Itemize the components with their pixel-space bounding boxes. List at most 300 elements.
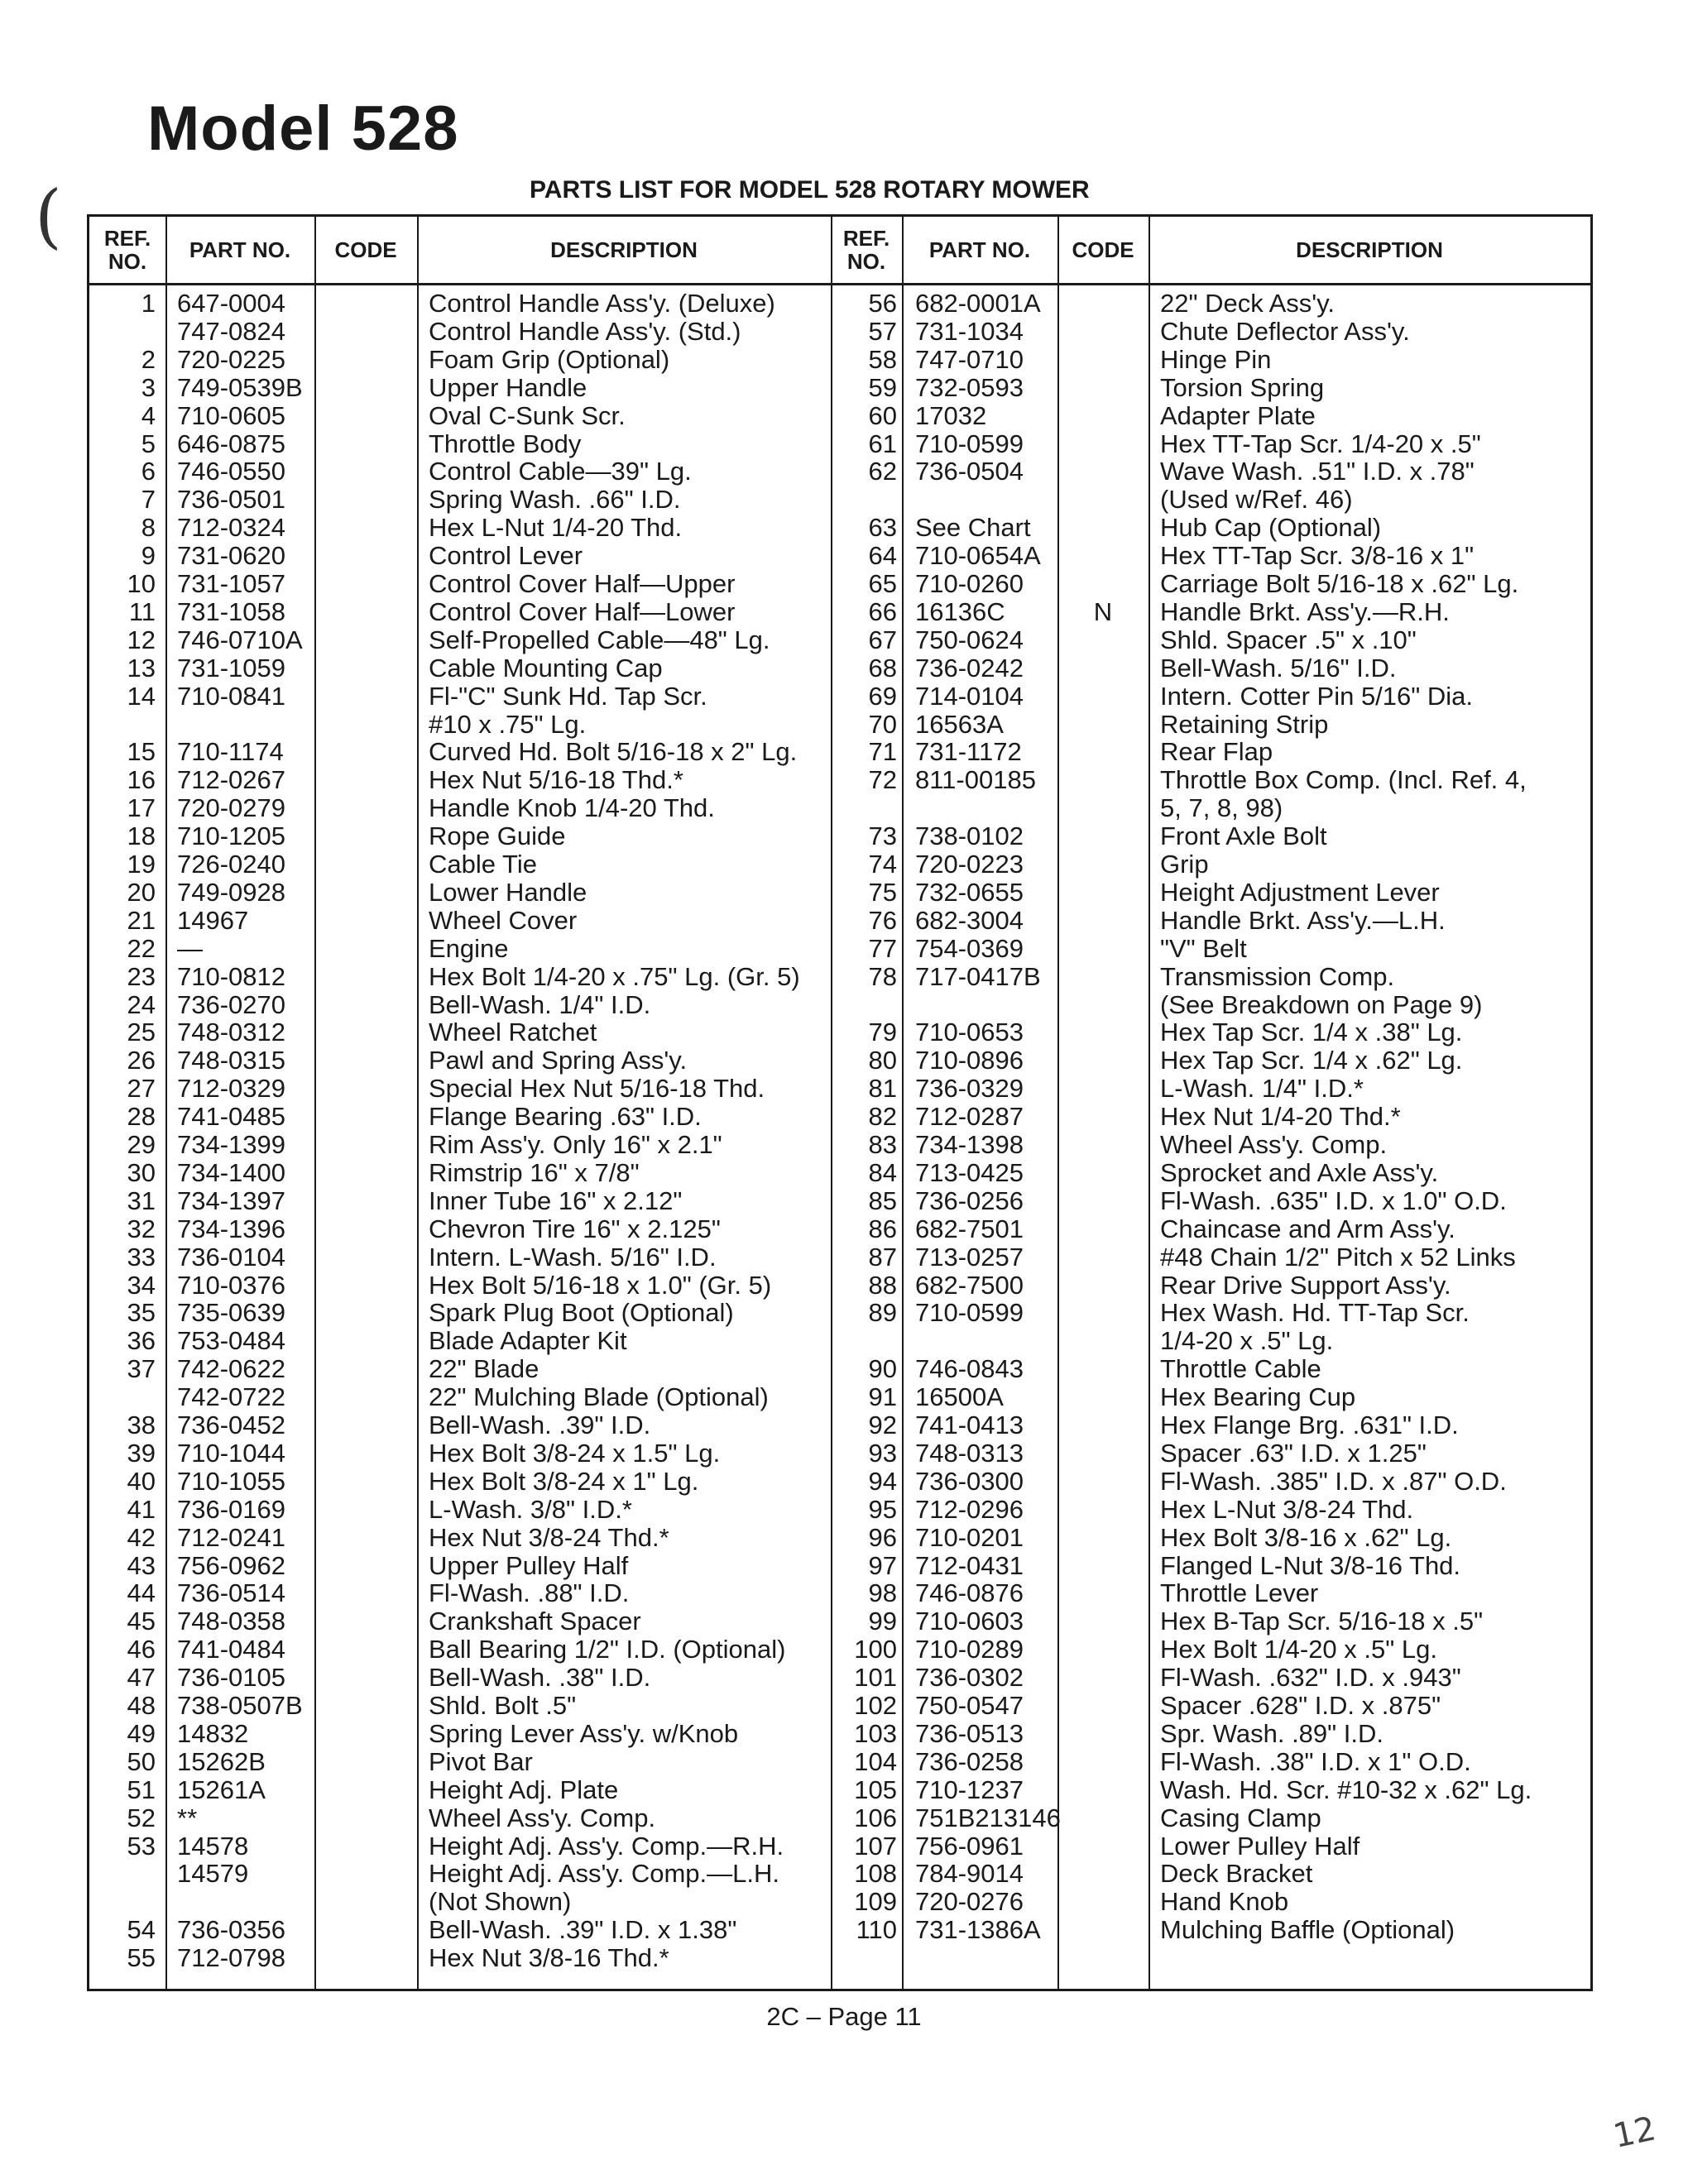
part-no-cell: 731-1058	[177, 596, 286, 626]
ref-no-cell: 63	[868, 513, 897, 543]
description-cell: Special Hex Nut 5/16-18 Thd.	[429, 1074, 765, 1104]
part-no-cell: 710-1174	[177, 737, 284, 767]
part-no-cell: 746-0710A	[177, 625, 303, 654]
description-cell: Bell-Wash. .38" I.D.	[429, 1663, 651, 1693]
part-no-cell: 682-7500	[915, 1270, 1024, 1300]
description-cell: Height Adj. Ass'y. Comp.—L.H.	[429, 1859, 780, 1889]
ref-no-cell: 100	[854, 1635, 897, 1664]
ref-no-cell: 43	[127, 1550, 156, 1580]
description-cell: Front Axle Bolt	[1160, 821, 1327, 851]
description-cell: Rear Drive Support Ass'y.	[1160, 1270, 1451, 1300]
description-cell: Fl-Wash. .38" I.D. x 1" O.D.	[1160, 1746, 1471, 1776]
table-row	[89, 626, 1590, 654]
description-cell: Lower Handle	[429, 877, 587, 907]
ref-no-cell: 60	[868, 400, 897, 430]
ref-no-cell: 48	[127, 1691, 156, 1720]
ref-no-cell: 76	[868, 905, 897, 935]
ref-no-cell: 10	[127, 569, 156, 598]
table-row	[89, 542, 1590, 570]
description-cell: Hex B-Tap Scr. 5/16-18 x .5"	[1160, 1607, 1484, 1636]
description-cell: 22" Mulching Blade (Optional)	[429, 1382, 769, 1412]
part-no-cell: 736-0329	[915, 1074, 1024, 1104]
description-cell: Spring Lever Ass'y. w/Knob	[429, 1718, 739, 1748]
description-cell: Hex Nut 5/16-18 Thd.*	[429, 765, 683, 795]
table-row	[89, 1636, 1590, 1664]
description-cell: Torsion Spring	[1160, 372, 1325, 402]
part-no-cell: 710-1205	[177, 821, 286, 851]
ref-no-cell: 75	[868, 877, 897, 907]
description-cell: Sprocket and Axle Ass'y.	[1160, 1157, 1439, 1187]
ref-no-cell: 28	[127, 1102, 156, 1132]
ref-no-cell: 17	[127, 793, 156, 823]
part-no-cell: 714-0104	[915, 681, 1024, 711]
part-no-cell: 14578	[177, 1831, 249, 1861]
description-cell: Control Cover Half—Upper	[429, 569, 736, 598]
part-no-cell: 753-0484	[177, 1326, 286, 1356]
part-no-cell: 736-0242	[915, 653, 1024, 682]
description-cell: Hex Nut 3/8-24 Thd.*	[429, 1522, 669, 1552]
part-no-cell: 736-0501	[177, 485, 286, 515]
part-no-cell: 747-0824	[177, 316, 286, 346]
part-no-cell: 750-0547	[915, 1691, 1024, 1720]
ref-no-cell: 74	[868, 850, 897, 879]
part-no-cell: 712-0241	[177, 1522, 286, 1552]
description-cell: Deck Bracket	[1160, 1859, 1313, 1889]
description-cell: Mulching Baffle (Optional)	[1160, 1915, 1455, 1945]
description-cell: Engine	[429, 933, 509, 963]
ref-no-cell: 109	[854, 1887, 897, 1917]
ref-no-cell: 99	[868, 1607, 897, 1636]
ref-no-cell: 12	[127, 625, 156, 654]
part-no-cell: 751B213146	[915, 1803, 1061, 1832]
table-row	[89, 1187, 1590, 1215]
table-row	[89, 346, 1590, 374]
table-row	[89, 570, 1590, 598]
table-row	[89, 907, 1590, 935]
ref-no-cell: 104	[854, 1746, 897, 1776]
part-no-cell: —	[177, 933, 203, 963]
description-cell: Bell-Wash. .39" I.D.	[429, 1410, 651, 1439]
table-row	[89, 1860, 1590, 1888]
description-cell: Control Lever	[429, 541, 583, 571]
table-row	[89, 711, 1590, 739]
ref-no-cell: 67	[868, 625, 897, 654]
description-cell: Flanged L-Nut 3/8-16 Thd.	[1160, 1550, 1461, 1580]
part-no-cell: 736-0104	[177, 1242, 286, 1272]
part-no-cell: 726-0240	[177, 850, 286, 879]
part-no-cell: 646-0875	[177, 429, 286, 458]
description-cell: #10 x .75" Lg.	[429, 709, 587, 739]
description-cell: Hex Bolt 3/8-24 x 1.5" Lg.	[429, 1438, 721, 1468]
description-cell: Hex TT-Tap Scr. 3/8-16 x 1"	[1160, 541, 1475, 571]
part-no-cell: 710-0605	[177, 400, 286, 430]
part-no-cell: 736-0452	[177, 1410, 286, 1439]
ref-no-cell: 101	[854, 1663, 897, 1693]
part-no-cell: 710-0376	[177, 1270, 286, 1300]
description-cell: Shld. Bolt .5"	[429, 1691, 577, 1720]
ref-no-cell: 105	[854, 1774, 897, 1804]
description-cell: Pawl and Spring Ass'y.	[429, 1046, 688, 1075]
part-no-cell: 732-0593	[915, 372, 1024, 402]
table-row	[89, 822, 1590, 850]
part-no-cell: 748-0358	[177, 1607, 286, 1636]
part-no-cell: 14832	[177, 1718, 249, 1748]
part-no-cell: 747-0710	[915, 344, 1024, 374]
table-row	[89, 1496, 1590, 1524]
parts-list-heading: PARTS LIST FOR MODEL 528 ROTARY MOWER	[530, 176, 1090, 204]
description-cell: Hub Cap (Optional)	[1160, 513, 1382, 543]
parts-table	[87, 214, 1593, 1991]
part-no-cell: 736-0300	[915, 1466, 1024, 1496]
table-row	[89, 1579, 1590, 1607]
table-row	[89, 766, 1590, 794]
table-row	[89, 1075, 1590, 1103]
ref-no-cell: 72	[868, 765, 897, 795]
ref-no-cell: 33	[127, 1242, 156, 1272]
part-no-cell: 15262B	[177, 1746, 266, 1776]
description-cell: Cable Tie	[429, 850, 537, 879]
part-no-cell: 748-0315	[177, 1046, 286, 1075]
description-cell: Wave Wash. .51" I.D. x .78"	[1160, 457, 1475, 486]
ref-no-cell: 87	[868, 1242, 897, 1272]
description-cell: Foam Grip (Optional)	[429, 344, 670, 374]
part-no-cell: 738-0507B	[177, 1691, 303, 1720]
ref-no-cell: 30	[127, 1157, 156, 1187]
ref-no-cell: 58	[868, 344, 897, 374]
part-no-cell: 710-0599	[915, 429, 1024, 458]
description-cell: Intern. L-Wash. 5/16" I.D.	[429, 1242, 717, 1272]
description-cell: Fl-"C" Sunk Hd. Tap Scr.	[429, 681, 707, 711]
description-cell: Wheel Ass'y. Comp.	[1160, 1130, 1388, 1159]
part-no-cell: 748-0312	[177, 1018, 286, 1047]
ref-no-cell: 61	[868, 429, 897, 458]
ref-no-cell: 70	[868, 709, 897, 739]
ref-no-cell: 66	[868, 596, 897, 626]
part-no-cell: 710-0260	[915, 569, 1024, 598]
description-cell: Hex Bearing Cup	[1160, 1382, 1356, 1412]
part-no-cell: 736-0256	[915, 1185, 1024, 1215]
description-cell: 5, 7, 8, 98)	[1160, 793, 1283, 823]
ref-no-cell: 57	[868, 316, 897, 346]
description-cell: Rimstrip 16" x 7/8"	[429, 1157, 640, 1187]
table-row	[89, 963, 1590, 991]
ref-no-cell: 34	[127, 1270, 156, 1300]
ref-no-cell: 39	[127, 1438, 156, 1468]
ref-no-cell: 64	[868, 541, 897, 571]
ref-no-cell: 26	[127, 1046, 156, 1075]
table-row	[89, 1355, 1590, 1383]
ref-no-cell: 32	[127, 1214, 156, 1243]
ref-no-cell: 51	[127, 1774, 156, 1804]
ref-no-cell: 9	[141, 541, 156, 571]
part-no-cell: 736-0356	[177, 1915, 286, 1945]
table-row	[89, 598, 1590, 626]
description-cell: Hex Bolt 1/4-20 x .75" Lg. (Gr. 5)	[429, 961, 800, 991]
description-cell: Hex Tap Scr. 1/4 x .38" Lg.	[1160, 1018, 1463, 1047]
part-no-cell: 710-0896	[915, 1046, 1024, 1075]
part-no-cell: 710-0201	[915, 1522, 1024, 1552]
part-no-cell: 746-0876	[915, 1578, 1024, 1608]
ref-no-cell: 97	[868, 1550, 897, 1580]
ref-no-cell: 56	[868, 289, 897, 318]
part-no-cell: 713-0425	[915, 1157, 1024, 1187]
description-cell: Casing Clamp	[1160, 1803, 1321, 1832]
table-row	[89, 1018, 1590, 1046]
description-cell: Intern. Cotter Pin 5/16" Dia.	[1160, 681, 1474, 711]
part-no-cell: See Chart	[915, 513, 1031, 543]
part-no-cell: 712-0296	[915, 1494, 1024, 1524]
table-row	[89, 1748, 1590, 1776]
ref-no-cell: 45	[127, 1607, 156, 1636]
ref-no-cell: 52	[127, 1803, 156, 1832]
description-cell: Hex Flange Brg. .631" I.D.	[1160, 1410, 1459, 1439]
table-row	[89, 1046, 1590, 1075]
ref-no-cell: 2	[141, 344, 156, 374]
table-row	[89, 1720, 1590, 1748]
ref-no-cell: 35	[127, 1298, 156, 1328]
part-no-cell: 741-0413	[915, 1410, 1024, 1439]
description-cell: Hex Nut 1/4-20 Thd.*	[1160, 1102, 1401, 1132]
description-cell: Wheel Cover	[429, 905, 578, 935]
ref-no-cell: 8	[141, 513, 156, 543]
description-cell: Control Cable—39" Lg.	[429, 457, 692, 486]
ref-no-cell: 29	[127, 1130, 156, 1159]
description-cell: Rim Ass'y. Only 16" x 2.1"	[429, 1130, 722, 1159]
ref-no-cell: 79	[868, 1018, 897, 1047]
part-no-cell: 710-0599	[915, 1298, 1024, 1328]
part-no-cell: 734-1399	[177, 1130, 286, 1159]
part-no-cell: 736-0258	[915, 1746, 1024, 1776]
ref-no-cell: 55	[127, 1943, 156, 1973]
description-cell: Hand Knob	[1160, 1887, 1289, 1917]
description-cell: Grip	[1160, 850, 1209, 879]
description-cell: Spacer .628" I.D. x .875"	[1160, 1691, 1441, 1720]
description-cell: Throttle Body	[429, 429, 582, 458]
table-row	[89, 1383, 1590, 1411]
description-cell: Hex Bolt 1/4-20 x .5" Lg.	[1160, 1635, 1437, 1664]
table-row	[89, 1131, 1590, 1159]
ref-no-cell: 73	[868, 821, 897, 851]
table-row	[89, 1243, 1590, 1272]
ref-no-cell: 110	[856, 1915, 897, 1945]
table-row	[89, 1832, 1590, 1861]
ref-no-cell: 68	[868, 653, 897, 682]
part-no-cell: 734-1396	[177, 1214, 286, 1243]
part-no-cell: 756-0962	[177, 1550, 286, 1580]
part-no-cell: 811-00185	[915, 765, 1036, 795]
part-no-cell: 731-1034	[915, 316, 1024, 346]
part-no-cell: 713-0257	[915, 1242, 1024, 1272]
description-cell: Flange Bearing .63" I.D.	[429, 1102, 702, 1132]
description-cell: "V" Belt	[1160, 933, 1247, 963]
ref-no-cell: 77	[868, 933, 897, 963]
description-cell: Adapter Plate	[1160, 400, 1316, 430]
description-cell: Hex L-Nut 3/8-24 Thd.	[1160, 1494, 1414, 1524]
ref-no-cell: 107	[854, 1831, 897, 1861]
description-cell: L-Wash. 1/4" I.D.*	[1160, 1074, 1364, 1104]
description-cell: Chevron Tire 16" x 2.125"	[429, 1214, 721, 1243]
description-cell: Fl-Wash. .385" I.D. x .87" O.D.	[1160, 1466, 1507, 1496]
part-no-cell: 712-0798	[177, 1943, 286, 1973]
description-cell: Control Handle Ass'y. (Std.)	[429, 316, 741, 346]
header-description-2: DESCRIPTION	[1296, 237, 1443, 262]
description-cell: Hinge Pin	[1160, 344, 1272, 374]
part-no-cell: 736-0270	[177, 989, 286, 1019]
table-row	[89, 486, 1590, 514]
ref-no-cell: 90	[868, 1354, 897, 1384]
part-no-cell: 736-0504	[915, 457, 1024, 486]
description-cell: Lower Pulley Half	[1160, 1831, 1360, 1861]
part-no-cell: 731-1057	[177, 569, 286, 598]
ref-no-cell: 21	[127, 905, 156, 935]
header-code: CODE	[334, 237, 397, 262]
description-cell: Ball Bearing 1/2" I.D. (Optional)	[429, 1635, 786, 1664]
part-no-cell: 710-0654A	[915, 541, 1041, 571]
part-no-cell: 741-0485	[177, 1102, 286, 1132]
table-row	[89, 1607, 1590, 1636]
table-row	[89, 1552, 1590, 1580]
part-no-cell: 756-0961	[915, 1831, 1024, 1861]
ref-no-cell: 50	[127, 1746, 156, 1776]
description-cell: Upper Pulley Half	[429, 1550, 629, 1580]
ref-no-cell: 59	[868, 372, 897, 402]
table-row	[89, 682, 1590, 711]
ref-no-cell: 6	[141, 457, 156, 486]
description-cell: (Not Shown)	[429, 1887, 572, 1917]
page-footer: 2C – Page 11	[766, 2002, 922, 2031]
part-no-cell: 732-0655	[915, 877, 1024, 907]
part-no-cell: 682-7501	[915, 1214, 1024, 1243]
table-row	[89, 1103, 1590, 1131]
table-row	[89, 1776, 1590, 1804]
description-cell: Wash. Hd. Scr. #10-32 x .62" Lg.	[1160, 1774, 1532, 1804]
description-cell: Carriage Bolt 5/16-18 x .62" Lg.	[1160, 569, 1519, 598]
part-no-cell: 712-0267	[177, 765, 286, 795]
ref-no-cell: 84	[868, 1157, 897, 1187]
description-cell: Chute Deflector Ass'y.	[1160, 316, 1410, 346]
part-no-cell: 742-0622	[177, 1354, 286, 1384]
ref-no-cell: 80	[868, 1046, 897, 1075]
part-no-cell: 14967	[177, 905, 249, 935]
description-cell: Hex Bolt 3/8-24 x 1" Lg.	[429, 1466, 699, 1496]
description-cell: Hex Bolt 5/16-18 x 1.0" (Gr. 5)	[429, 1270, 772, 1300]
header-description: DESCRIPTION	[550, 237, 698, 262]
part-no-cell: 712-0324	[177, 513, 286, 543]
description-cell: Wheel Ratchet	[429, 1018, 597, 1047]
ref-no-cell: 42	[127, 1522, 156, 1552]
ref-no-cell: 49	[127, 1718, 156, 1748]
table-row	[89, 1299, 1590, 1327]
description-cell: Handle Brkt. Ass'y.—L.H.	[1160, 905, 1446, 935]
description-cell: Spring Wash. .66" I.D.	[429, 485, 681, 515]
description-cell: Control Cover Half—Lower	[429, 596, 736, 626]
table-row	[89, 1468, 1590, 1496]
description-cell: Height Adj. Ass'y. Comp.—R.H.	[429, 1831, 784, 1861]
ref-no-cell: 103	[854, 1718, 897, 1748]
header-ref-no-2: REF. NO.	[842, 226, 890, 274]
description-cell: Wheel Ass'y. Comp.	[429, 1803, 656, 1832]
ref-no-cell: 81	[868, 1074, 897, 1104]
ref-no-cell: 62	[868, 457, 897, 486]
part-no-cell: 750-0624	[915, 625, 1024, 654]
ref-no-cell: 96	[868, 1522, 897, 1552]
description-cell: 22" Deck Ass'y.	[1160, 289, 1336, 318]
part-no-cell: 731-1172	[915, 737, 1022, 767]
table-row	[89, 514, 1590, 542]
description-cell: 1/4-20 x .5" Lg.	[1160, 1326, 1334, 1356]
description-cell: Hex Wash. Hd. TT-Tap Scr.	[1160, 1298, 1470, 1328]
ref-no-cell: 36	[127, 1326, 156, 1356]
description-cell: Curved Hd. Bolt 5/16-18 x 2" Lg.	[429, 737, 798, 767]
description-cell: Handle Knob 1/4-20 Thd.	[429, 793, 715, 823]
part-no-cell: 746-0843	[915, 1354, 1024, 1384]
part-no-cell: 710-0812	[177, 961, 286, 991]
ref-no-cell: 18	[127, 821, 156, 851]
part-no-cell: 731-0620	[177, 541, 286, 571]
description-cell: Bell-Wash. 1/4" I.D.	[429, 989, 651, 1019]
header-part-no-2: PART NO.	[928, 237, 1031, 262]
table-row	[89, 430, 1590, 458]
ref-no-cell: 82	[868, 1102, 897, 1132]
description-cell: Retaining Strip	[1160, 709, 1329, 739]
part-no-cell: 741-0484	[177, 1635, 286, 1664]
table-row	[89, 738, 1590, 766]
description-cell: Hex Tap Scr. 1/4 x .62" Lg.	[1160, 1046, 1463, 1075]
table-row	[89, 879, 1590, 907]
ref-no-cell: 85	[868, 1185, 897, 1215]
ref-no-cell: 69	[868, 681, 897, 711]
table-row	[89, 1439, 1590, 1468]
part-no-cell: 746-0550	[177, 457, 286, 486]
part-no-cell: 736-0514	[177, 1578, 286, 1608]
description-cell: Self-Propelled Cable—48" Lg.	[429, 625, 770, 654]
table-row	[89, 1159, 1590, 1187]
part-no-cell: 748-0313	[915, 1438, 1024, 1468]
description-cell: Oval C-Sunk Scr.	[429, 400, 626, 430]
part-no-cell: 710-0841	[177, 681, 286, 711]
table-row	[89, 374, 1590, 402]
part-no-cell: 736-0513	[915, 1718, 1024, 1748]
description-cell: (Used w/Ref. 46)	[1160, 485, 1353, 515]
ref-no-cell: 78	[868, 961, 897, 991]
part-no-cell: 720-0279	[177, 793, 286, 823]
code-cell: N	[1093, 596, 1113, 626]
part-no-cell: 742-0722	[177, 1382, 286, 1412]
table-row	[89, 1272, 1590, 1300]
description-cell: (See Breakdown on Page 9)	[1160, 989, 1483, 1019]
part-no-cell: 736-0302	[915, 1663, 1024, 1693]
ref-no-cell: 24	[127, 989, 156, 1019]
part-no-cell: 710-0603	[915, 1607, 1024, 1636]
part-no-cell: 647-0004	[177, 289, 286, 318]
description-cell: Transmission Comp.	[1160, 961, 1395, 991]
margin-mark: (	[35, 175, 62, 256]
part-no-cell: 734-1400	[177, 1157, 286, 1187]
description-cell: Control Handle Ass'y. (Deluxe)	[429, 289, 775, 318]
ref-no-cell: 20	[127, 877, 156, 907]
table-row	[89, 1692, 1590, 1720]
part-no-cell: 682-3004	[915, 905, 1024, 935]
ref-no-cell: 98	[868, 1578, 897, 1608]
part-no-cell: 735-0639	[177, 1298, 286, 1328]
description-cell: Chaincase and Arm Ass'y.	[1160, 1214, 1455, 1243]
ref-no-cell: 25	[127, 1018, 156, 1047]
part-no-cell: 731-1386A	[915, 1915, 1041, 1945]
table-row	[89, 1411, 1590, 1439]
ref-no-cell: 83	[868, 1130, 897, 1159]
part-no-cell: 734-1398	[915, 1130, 1024, 1159]
description-cell: Fl-Wash. .88" I.D.	[429, 1578, 630, 1608]
